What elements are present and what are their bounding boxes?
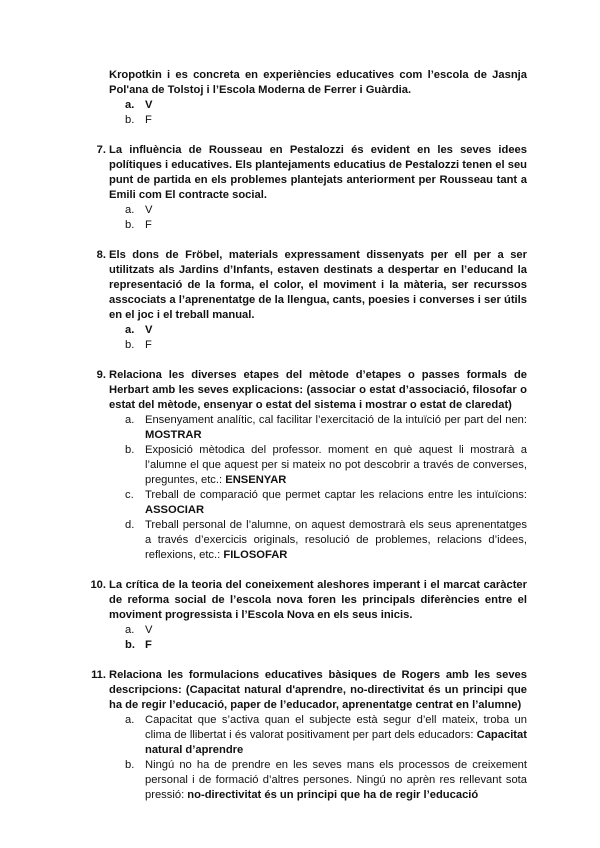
option-a-text: V [145, 624, 153, 636]
option-b: b. F [109, 218, 527, 233]
option-b: b. F [109, 638, 527, 653]
option-a-text: V [145, 324, 153, 336]
question-number: 7. [96, 144, 106, 156]
option-a: a. V [109, 323, 527, 338]
option-b: b. F [109, 113, 527, 128]
sub-item-answer: no-directivitat és un principi que ha de regir l’educació [187, 789, 479, 801]
question-8 [96, 248, 527, 323]
option-b-text: F [145, 339, 152, 351]
sub-item-text: Treball de comparació que permet captar les relacions entre les intuïcions: [145, 489, 527, 501]
question-text: La crítica de la teoria del coneixement aleshores imperant i el marcat caràcter de reforma social de l’escola nova foren les principals diferències entre el moviment progressista i l’Escola Nova en els seus inicis. [109, 579, 527, 621]
option-b-text: F [145, 639, 152, 651]
sub-item-answer: ENSENYAR [225, 474, 287, 486]
sub-item-text: Ensenyament analític, cal facilitar l’exercitació de la intuïció per part del nen: [145, 414, 527, 426]
sub-item-b: b. Ningú no ha de prendre en les seves mans els processos de creixement personal i de formació d’altres persones. Ningú no aprèn res rellevant sota pressió: no-directivitat és un principi que ha de regir l’educació [125, 759, 527, 801]
sub-item-text: Ningú no ha de prendre en les seves mans els processos de creixement personal i de formació d’altres persones. Ningú no aprèn res rellevant sota pressió: [145, 759, 527, 801]
sub-item-b: b. Exposició mètodica del professor. moment en què aquest li mostrarà a l’alumne el que aquest per si mateix no pot descobrir a través de converses, preguntes, etc.: ENSENYAR [125, 444, 527, 486]
question-text: Relaciona les formulacions educatives bàsiques de Rogers amb les seves descripcions: (Capacitat natural d'aprendre, no-directivitat és un principi que ha de regir l’educació, paper de l’educador, aprenentatge centrat en l’alumne) [109, 669, 527, 711]
document-page [90, 68, 527, 803]
question-9 [96, 368, 527, 413]
option-b-text: F [145, 219, 152, 231]
question-text: Kropotkin i es concreta en experiències educatives com l’escola de Jasnja Pol'ana de Tolstoj i l’Escola Moderna de Ferrer i Guàrdia. [109, 69, 527, 96]
sub-item-answer: ASSOCIAR [145, 504, 205, 516]
sub-item-text: Exposició mètodica del professor. moment en què aquest li mostrarà a l’alumne el que aquest per si mateix no pot descobrir a través de converses, preguntes, etc.: [145, 444, 527, 486]
question-text: Els dons de Fröbel, materials expressament dissenyats per ell per a ser utilitzats als Jardins d’Infants, estaven destinats a despertar en l’educand la representació de la forma, el color, el moviment i la màteria, ser recurssos asscociats a l’aprenentatge de la llengua, cants, poesies i converses i ser útils en el joc i el treball manual. [109, 249, 527, 321]
question-10 [90, 578, 527, 623]
question-11 [91, 668, 527, 713]
question-number: 10. [90, 579, 106, 591]
sub-item-answer: MOSTRAR [145, 429, 202, 441]
question-text: La influència de Rousseau en Pestalozzi és evident en les seves idees polítiques i educatives. Els plantejaments educatius de Pestalozzi tenen el seu punt de partida en els problemes plantejats anteriorment per Rousseau tant a Emili com El contracte social. [109, 144, 527, 201]
question-7 [96, 143, 527, 203]
sub-item-c: c. Treball de comparació que permet captar les relacions entre les intuïcions: ASSOCIAR [125, 489, 527, 516]
option-a: a. V [109, 203, 527, 218]
option-a: a. V [109, 623, 527, 638]
sub-item-text: Treball personal de l’alumne, on aquest demostrarà els seus aprenentatges a través d’exercicis originals, resolució de problemes, relacions d’idees, reflexions, etc.: [145, 519, 527, 561]
option-a-text: V [145, 99, 153, 111]
question-number: 9. [96, 369, 106, 381]
sub-item-answer: FILOSOFAR [223, 549, 288, 561]
sub-item-answer: Capacitat natural d’aprendre [145, 729, 527, 756]
option-a-text: V [145, 204, 153, 216]
option-a: a. V [109, 98, 527, 113]
option-b: b. F [109, 338, 527, 353]
sub-item-text: Capacitat que s’activa quan el subjecte està segur d’ell mateix, troba un clima de llibertat i és valorat positivament per part dels educadors: [145, 714, 527, 741]
sub-item-a: a. Capacitat que s’activa quan el subjecte està segur d’ell mateix, troba un clima de llibertat i és valorat positivament per part dels educadors: Capacitat natural d’aprendre [125, 714, 527, 756]
question-text: Relaciona les diverses etapes del mètode d’etapes o passes formals de Herbart amb les seves explicacions: (associar o estat d’associació, filosofar o estat del mètode, ensenyar o estat del sistema i mostrar o estat de claredat) [109, 369, 527, 411]
sub-item-a: a. Ensenyament analític, cal facilitar l’exercitació de la intuïció per part del nen: MOSTRAR [125, 414, 527, 441]
question-number: 11. [91, 669, 106, 681]
sub-item-d: d. Treball personal de l’alumne, on aquest demostrarà els seus aprenentatges a través d’exercicis originals, resolució de problemes, relacions d’idees, reflexions, etc.: FILOSOFAR [125, 519, 527, 561]
question-6-continuation [109, 68, 527, 98]
option-b-text: F [145, 114, 152, 126]
question-number: 8. [96, 249, 106, 261]
